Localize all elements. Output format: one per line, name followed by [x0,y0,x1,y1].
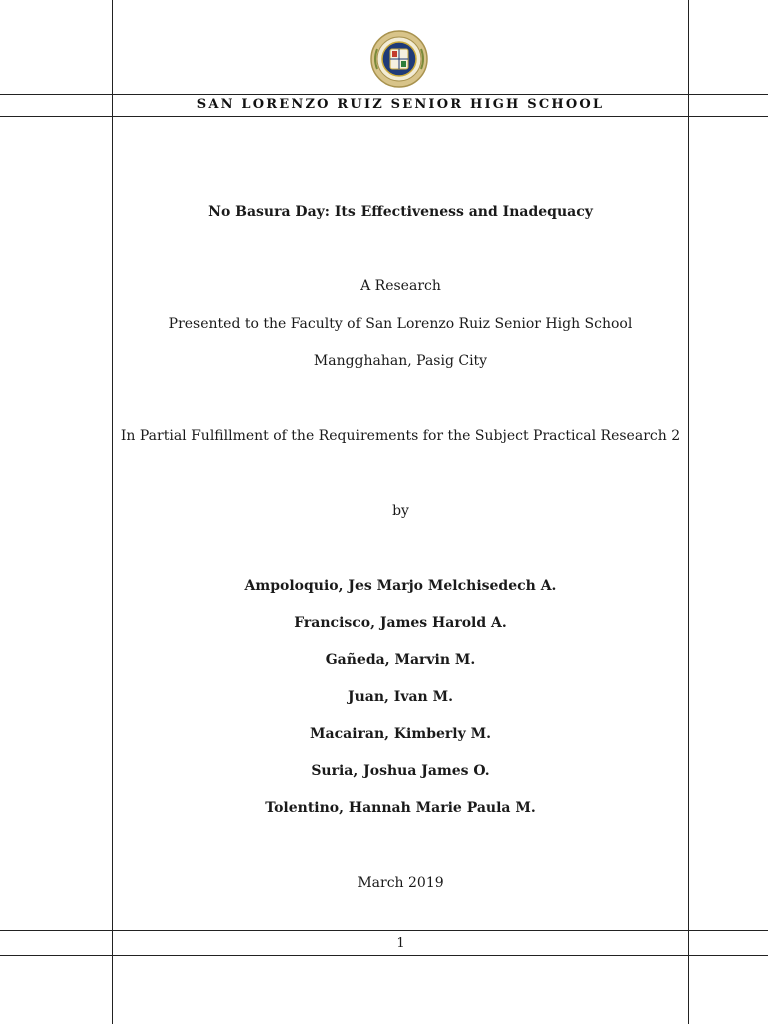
author-name: Gañeda, Marvin M. [325,652,476,668]
school-seal-icon [369,29,429,89]
footer-bottom-line [0,955,768,956]
author-name: Francisco, James Harold A. [294,615,507,631]
author-name: Ampoloquio, Jes Marjo Melchisedech A. [244,578,557,594]
header-bottom-line [0,116,768,117]
author-name: Suria, Joshua James O. [311,763,490,779]
header-top-line [0,94,768,95]
submission-date: March 2019 [357,875,444,891]
footer-top-line [0,930,768,931]
presented-to: Presented to the Faculty of San Lorenzo Ruiz Senior High School [168,316,633,332]
author-name: Juan, Ivan M. [348,689,453,705]
author-name: Tolentino, Hannah Marie Paula M. [265,800,536,816]
research-title: No Basura Day: Its Effectiveness and Inadequacy [208,204,593,220]
school-location: Mangghahan, Pasig City [313,353,488,369]
fulfillment-statement: In Partial Fulfillment of the Requirements for the Subject Practical Research 2 [120,428,681,444]
page-number: 1 [396,936,405,951]
by-label: by [392,503,409,519]
research-type: A Research [360,278,441,294]
school-name-header: SAN LORENZO RUIZ SENIOR HIGH SCHOOL [196,97,605,112]
author-name: Macairan, Kimberly M. [310,726,491,742]
